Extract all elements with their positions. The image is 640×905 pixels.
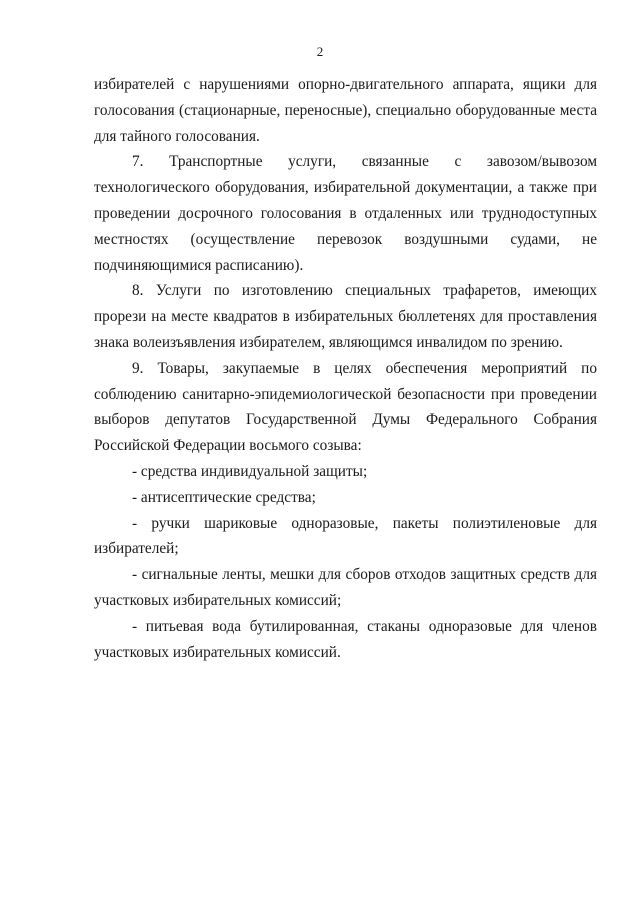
paragraph-continuation: избирателей с нарушениями опорно-двигательного аппарата, ящики для голосования (стационарные, переносные), специально оборудованные места для тайного голосования. — [94, 76, 597, 145]
list-item-tapes-waste-bags: - сигнальные ленты, мешки для сборов отходов защитных средств для участковых избирательных комиссий; — [94, 566, 597, 609]
list-item-antiseptics: - антисептические средства; — [132, 488, 316, 506]
document-body — [94, 72, 597, 665]
list-item-water-cups: - питьевая вода бутилированная, стаканы одноразовые для членов участковых избирательных комиссий. — [94, 617, 597, 661]
paragraph-item-7: 7. Транспортные услуги, связанные с завозом/вывозом технологического оборудования, избирательной документации, а также при проведении досрочного голосования в отдаленных или труднодоступных местностях (осуществление перевозок воздушными судами, не подчиняющимися расписанию). — [94, 153, 597, 274]
paragraph-item-8: 8. Услуги по изготовлению специальных трафаретов, имеющих прорези на месте квадратов в избирательных бюллетенях для проставления знака волеизъявления избирателем, являющимся инвалидом по зрению. — [94, 282, 597, 351]
list-item-pens-bags: - ручки шариковые одноразовые, пакеты полиэтиленовые для избирателей; — [94, 514, 597, 558]
list-item-ppe: - средства индивидуальной защиты; — [132, 462, 368, 480]
paragraph-item-9: 9. Товары, закупаемые в целях обеспечения мероприятий по соблюдению санитарно-эпидемиологической безопасности при проведении выборов депутатов Государственной Думы Федерального Собрания Российской Федерации восьмого созыва: — [94, 359, 597, 455]
page-number: 2 — [316, 44, 324, 59]
